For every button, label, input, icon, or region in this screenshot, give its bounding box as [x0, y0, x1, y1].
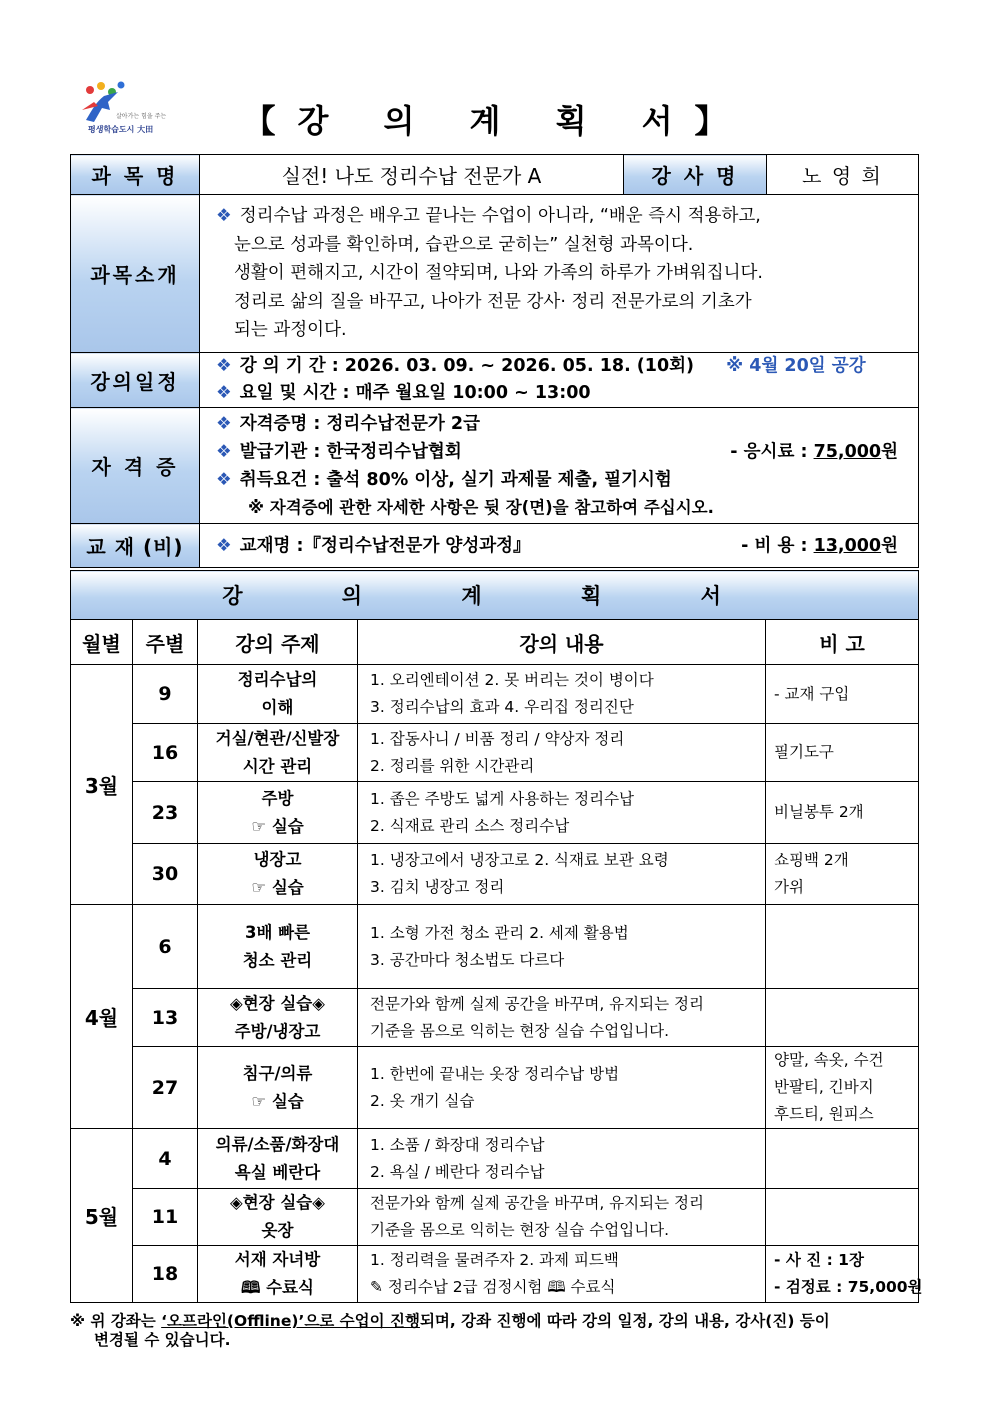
- lecture-content: 1. 소품 / 화장대 정리수납 2. 욕실 / 베란다 정리수납: [358, 1129, 766, 1189]
- lecture-topic: 침구/의류 ☞ 실습: [198, 1047, 358, 1129]
- plan-band-row: [71, 571, 919, 620]
- diamond-bullet-icon: ❖: [216, 441, 232, 462]
- lecture-memo: [766, 1129, 919, 1189]
- table-row: [71, 905, 919, 989]
- course-name-label: 과 목 명: [71, 155, 200, 195]
- table-row: [71, 724, 919, 782]
- lecture-topic: ◈현장 실습◈ 옷장: [198, 1189, 358, 1246]
- lecture-content: 전문가와 함께 실제 공간을 바꾸며, 유지되는 정리 기준을 몸으로 익히는 현장 실습 수업입니다.: [358, 989, 766, 1047]
- lecture-memo: 필기도구: [766, 724, 919, 782]
- lecture-content: 1. 한번에 끝내는 옷장 정리수납 방법 2. 옷 개기 실습: [358, 1047, 766, 1129]
- schedule-row: [71, 353, 919, 408]
- textbook-details: [200, 524, 919, 568]
- table-row: [71, 782, 919, 844]
- cert-fee: - 응시료 : 75,000원: [730, 441, 898, 462]
- cert-remark: ※ 자격증에 관한 자세한 사항은 뒷 장(면)을 참고하여 주십시오.: [248, 497, 714, 517]
- diamond-bullet-icon: ❖: [216, 535, 232, 556]
- lecture-memo: [766, 905, 919, 989]
- lecture-memo: - 사 진 : 1장 - 검정료 : 75,000원: [766, 1246, 919, 1303]
- lecture-content: 1. 오리엔테이션 2. 못 버리는 것이 병이다 3. 정리수납의 효과 4. 우리집 정리진단: [358, 665, 766, 724]
- week-number: 27: [133, 1047, 198, 1129]
- logo-tagline: 살아가는 힘을 주는: [116, 113, 167, 120]
- intro-label: 과목소개: [71, 195, 200, 353]
- intro-text: ❖ 정리수납 과정은 배우고 끝나는 수업이 아니라, “배운 즉시 적용하고, 눈으로 성과를 확인하며, 습관으로 굳히는” 실천형 과목이다. 생활이 편해지고, 시간이 절약되며, 나와 가족의 하루가 가벼워집니다. 정리로 삶의 질을 바꾸고, 나아가 전문 강사· 정리 전문가로의 기초가 되는 과정이다.: [200, 195, 919, 353]
- diamond-bullet-icon: ❖: [216, 383, 232, 403]
- logo-city-name: 평생학습도시 大田: [88, 125, 154, 134]
- table-row: [71, 1246, 919, 1303]
- cert-name: 자격증명 : 정리수납전문가 2급: [239, 413, 481, 434]
- cert-label: 자 격 증: [71, 408, 200, 524]
- table-row: [71, 665, 919, 724]
- lecture-content: 전문가와 함께 실제 공간을 바꾸며, 유지되는 정리 기준을 몸으로 익히는 현장 실습 수업입니다.: [358, 1189, 766, 1246]
- week-number: 30: [133, 844, 198, 905]
- schedule-holiday-note: ※ 4월 20일 공강: [726, 356, 866, 376]
- lecture-content: 1. 잡동사니 / 비품 정리 / 약상자 정리 2. 정리를 위한 시간관리: [358, 724, 766, 782]
- cert-row: [71, 408, 919, 524]
- header-topic: 강의 주제: [198, 620, 358, 665]
- course-info-table: [70, 154, 919, 568]
- lecture-topic: 정리수납의 이해: [198, 665, 358, 724]
- lecture-topic: ◈현장 실습◈ 주방/냉장고: [198, 989, 358, 1047]
- lecture-topic: 주방 ☞ 실습: [198, 782, 358, 844]
- schedule-label: 강의일정: [71, 353, 200, 408]
- lecture-plan-table: [70, 570, 923, 1303]
- intro-row: [71, 195, 919, 353]
- week-number: 23: [133, 782, 198, 844]
- month-march: 3월: [71, 665, 133, 905]
- header-week: 주별: [133, 620, 198, 665]
- week-number: 18: [133, 1246, 198, 1303]
- lecture-topic: 서재 자녀방 🕮 수료식: [198, 1246, 358, 1303]
- course-name: 실전! 나도 정리수납 전문가 A: [200, 155, 624, 195]
- plan-band-title: 강 의 계 획 서: [71, 571, 919, 620]
- lecture-topic: 3배 빠른 청소 관리: [198, 905, 358, 989]
- week-number: 13: [133, 989, 198, 1047]
- lecture-content: 1. 정리력을 물려주자 2. 과제 피드백 ✎ 정리수납 2급 검정시험 🕮 수료식: [358, 1246, 766, 1303]
- table-row: [71, 844, 919, 905]
- lecture-memo: [766, 1189, 919, 1246]
- diamond-bullet-icon: ❖: [216, 206, 232, 227]
- cert-details: [200, 408, 919, 524]
- lecture-topic: 거실/현관/신발장 시간 관리: [198, 724, 358, 782]
- week-number: 16: [133, 724, 198, 782]
- cert-requirements: 취득요건 : 출석 80% 이상, 실기 과제물 제출, 필기시험: [239, 469, 672, 490]
- lecture-memo: [766, 989, 919, 1047]
- lecture-topic: 의류/소품/화장대 욕실 베란다: [198, 1129, 358, 1189]
- diamond-bullet-icon: ❖: [216, 469, 232, 490]
- instructor-label: 강 사 명: [624, 155, 767, 195]
- diamond-bullet-icon: ❖: [216, 356, 232, 376]
- lecture-memo: 비닐봉투 2개: [766, 782, 919, 844]
- table-row: [71, 1129, 919, 1189]
- plan-header-row: [71, 620, 919, 665]
- lecture-memo: 쇼핑백 2개 가위: [766, 844, 919, 905]
- month-april: 4월: [71, 905, 133, 1129]
- table-row: [71, 1189, 919, 1246]
- lecture-content: 1. 소형 가전 청소 관리 2. 세제 활용법 3. 공간마다 청소법도 다르다: [358, 905, 766, 989]
- lecture-content: 1. 좁은 주방도 넓게 사용하는 정리수납 2. 식재료 관리 소스 정리수납: [358, 782, 766, 844]
- week-number: 9: [133, 665, 198, 724]
- month-may: 5월: [71, 1129, 133, 1303]
- textbook-row: [71, 524, 919, 568]
- week-number: 6: [133, 905, 198, 989]
- footer-note: ※ 위 강좌는 ‘오프라인(Offline)’으로 수업이 진행되며, 강좌 진행에 따라 강의 일정, 강의 내용, 강사(진) 등이 변경될 수 있습니다.: [70, 1312, 830, 1349]
- header-memo: 비 고: [766, 620, 919, 665]
- lecture-topic: 냉장고 ☞ 실습: [198, 844, 358, 905]
- schedule-time: 요일 및 시간 : 매주 월요일 10:00 ~ 13:00: [239, 383, 591, 403]
- week-number: 11: [133, 1189, 198, 1246]
- course-row: [71, 155, 919, 195]
- lecture-memo: - 교재 구입: [766, 665, 919, 724]
- textbook-name: 교재명 :『정리수납전문가 양성과정』: [239, 535, 531, 556]
- header-content: 강의 내용: [358, 620, 766, 665]
- lecture-memo: 양말, 속옷, 수건 반팔티, 긴바지 후드티, 원피스: [766, 1047, 919, 1129]
- schedule-period: 강 의 기 간 : 2026. 03. 09. ~ 2026. 05. 18. (10회): [239, 356, 695, 376]
- week-number: 4: [133, 1129, 198, 1189]
- table-row: [71, 989, 919, 1047]
- textbook-label: 교 재 (비): [71, 524, 200, 568]
- schedule-details: [200, 353, 919, 408]
- header-month: 월별: [71, 620, 133, 665]
- textbook-cost: - 비 용 : 13,000원: [741, 535, 898, 556]
- table-row: [71, 1047, 919, 1129]
- cert-issuer: 발급기관 : 한국정리수납협회: [239, 441, 462, 462]
- diamond-bullet-icon: ❖: [216, 413, 232, 434]
- instructor-name: 노 영 희: [767, 155, 919, 195]
- page-title: 【강 의 계 획 서】: [243, 102, 749, 140]
- lecture-content: 1. 냉장고에서 냉장고로 2. 식재료 보관 요령 3. 김치 냉장고 정리: [358, 844, 766, 905]
